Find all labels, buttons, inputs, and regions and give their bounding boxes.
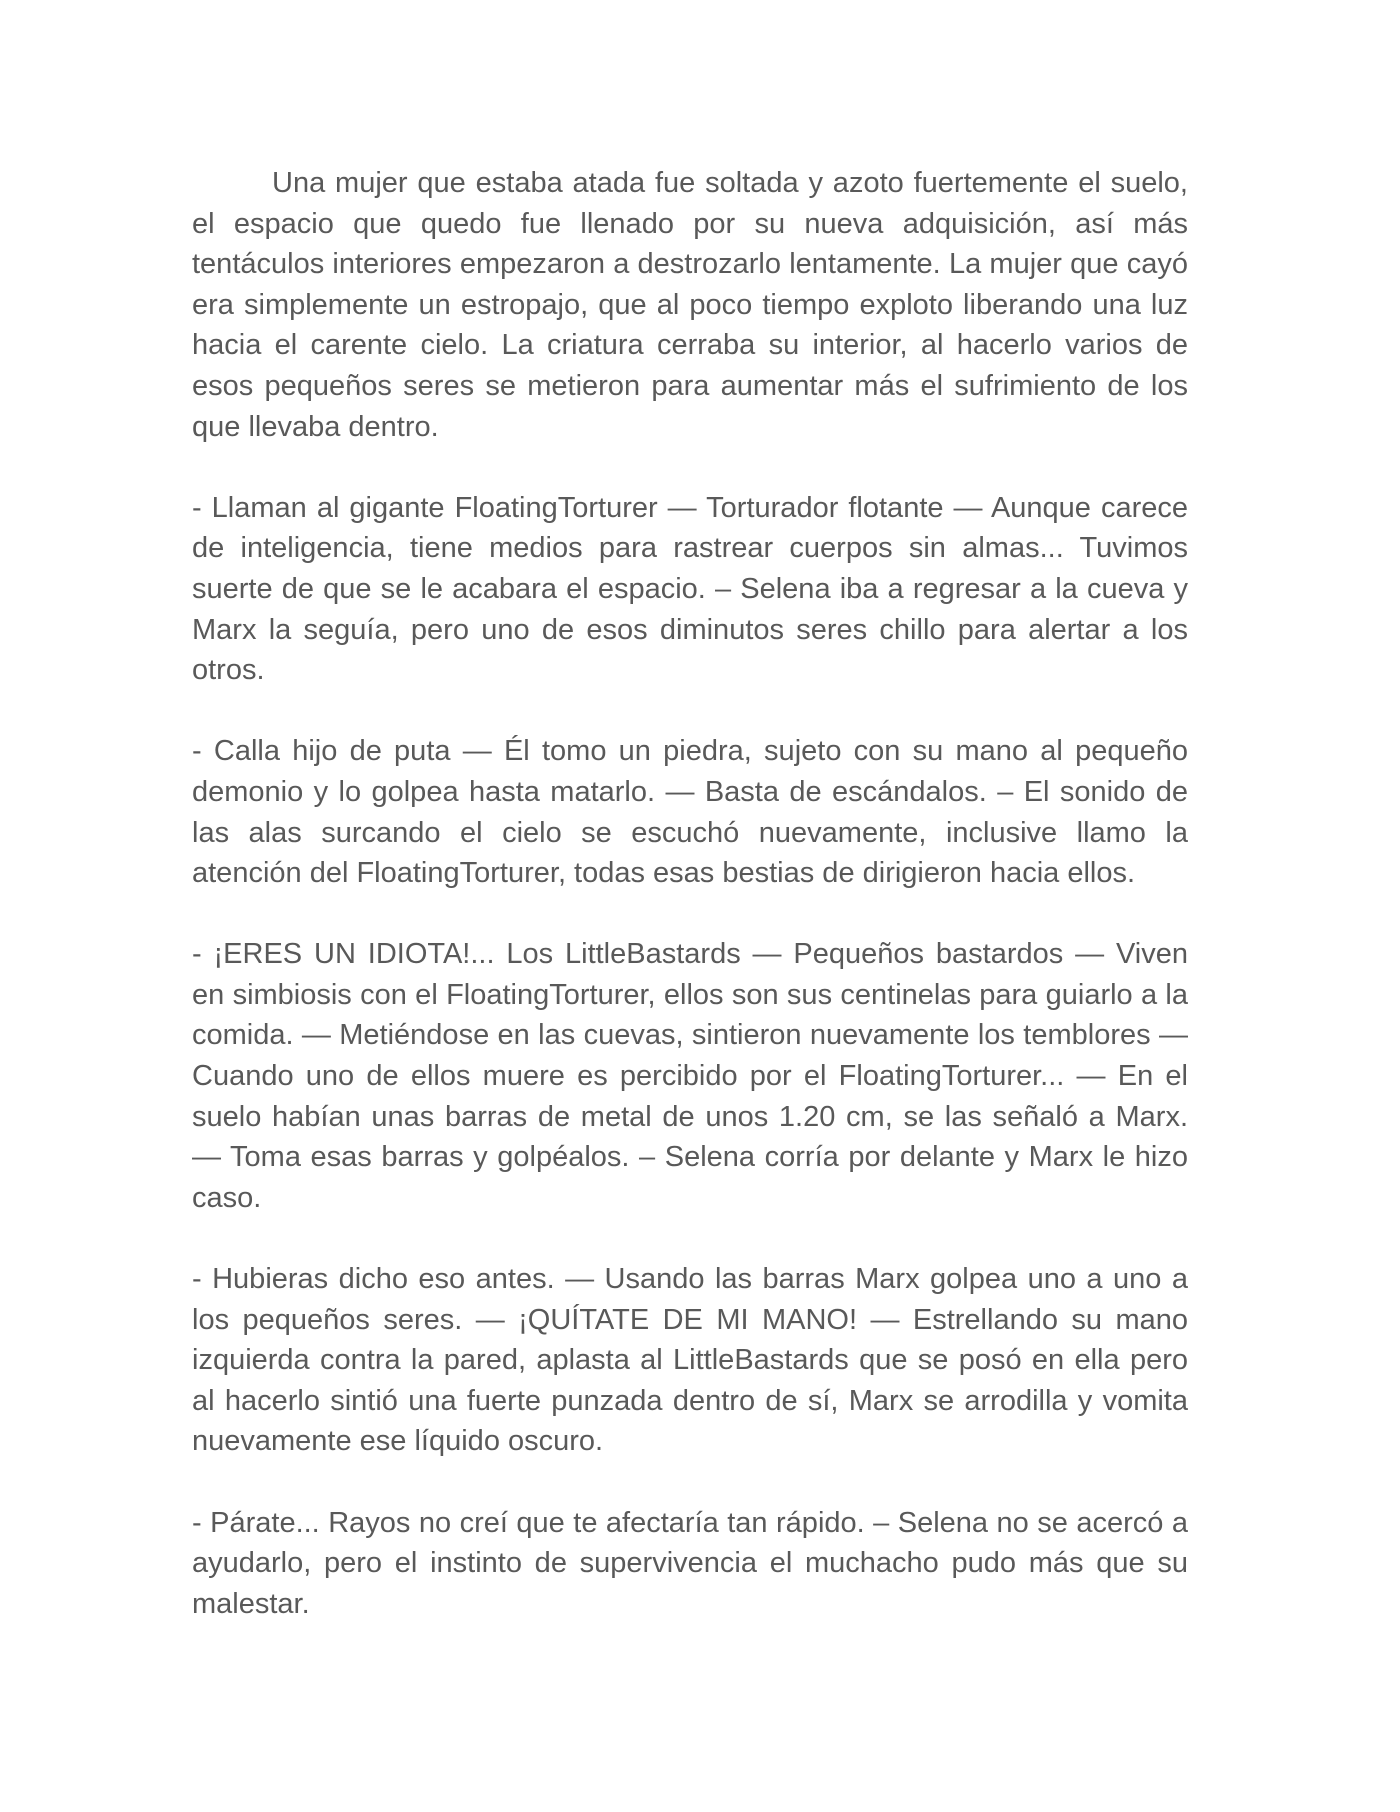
paragraph: Una mujer que estaba atada fue soltada y azoto fuertemente el suelo, el espacio que quedo fue llenado por su nueva adquisición, así más tentáculos interiores empezaron a destrozarlo lentamente. La mujer que cayó era simplemente un estropajo, que al poco tiempo exploto liberando una luz hacia el carente cielo. La criatura cerraba su interior, al hacerlo varios de esos pequeños seres se metieron para aumentar más el sufrimiento de los que llevaba dentro. bbox=[192, 167, 1188, 443]
paragraph: - Hubieras dicho eso antes. — Usando las barras Marx golpea uno a uno a los pequeños seres. — ¡QUÍTATE DE MI MANO! — Estrellando su mano izquierda contra la pared, aplasta al LittleBastards que se posó en ella pero al hacerlo sintió una fuerte punzada dentro de sí, Marx se arrodilla y vomita nuevamente ese líquido oscuro. bbox=[192, 1263, 1188, 1458]
paragraph: - ¡ERES UN IDIOTA!... Los LittleBastards — Pequeños bastardos — Viven en simbiosis con el FloatingTorturer, ellos son sus centinelas para guiarlo a la comida. — Metiéndose en las cuevas, sintieron nuevamente los temblores — Cuando uno de ellos muere es percibido por el FloatingTorturer... — En el suelo habían unas barras de metal de unos 1.20 cm, se las señaló a Marx. — Toma esas barras y golpéalos. – Selena corría por delante y Marx le hizo caso. bbox=[192, 938, 1188, 1214]
paragraph: - Párate... Rayos no creí que te afectaría tan rápido. – Selena no se acercó a ayudarlo, pero el instinto de supervivencia el muchacho pudo más que su malestar. bbox=[192, 1506, 1188, 1620]
document-body bbox=[192, 163, 1188, 1665]
paragraph: - Calla hijo de puta — Él tomo un piedra, sujeto con su mano al pequeño demonio y lo golpea hasta matarlo. — Basta de escándalos. – El sonido de las alas surcando el cielo se escuchó nuevamente, inclusive llamo la atención del FloatingTorturer, todas esas bestias de dirigieron hacia ellos. bbox=[192, 735, 1188, 890]
paragraph: - Llaman al gigante FloatingTorturer — Torturador flotante — Aunque carece de inteligencia, tiene medios para rastrear cuerpos sin almas... Tuvimos suerte de que se le acabara el espacio. – Selena iba a regresar a la cueva y Marx la seguía, pero uno de esos diminutos seres chillo para alertar a los otros. bbox=[192, 491, 1188, 687]
